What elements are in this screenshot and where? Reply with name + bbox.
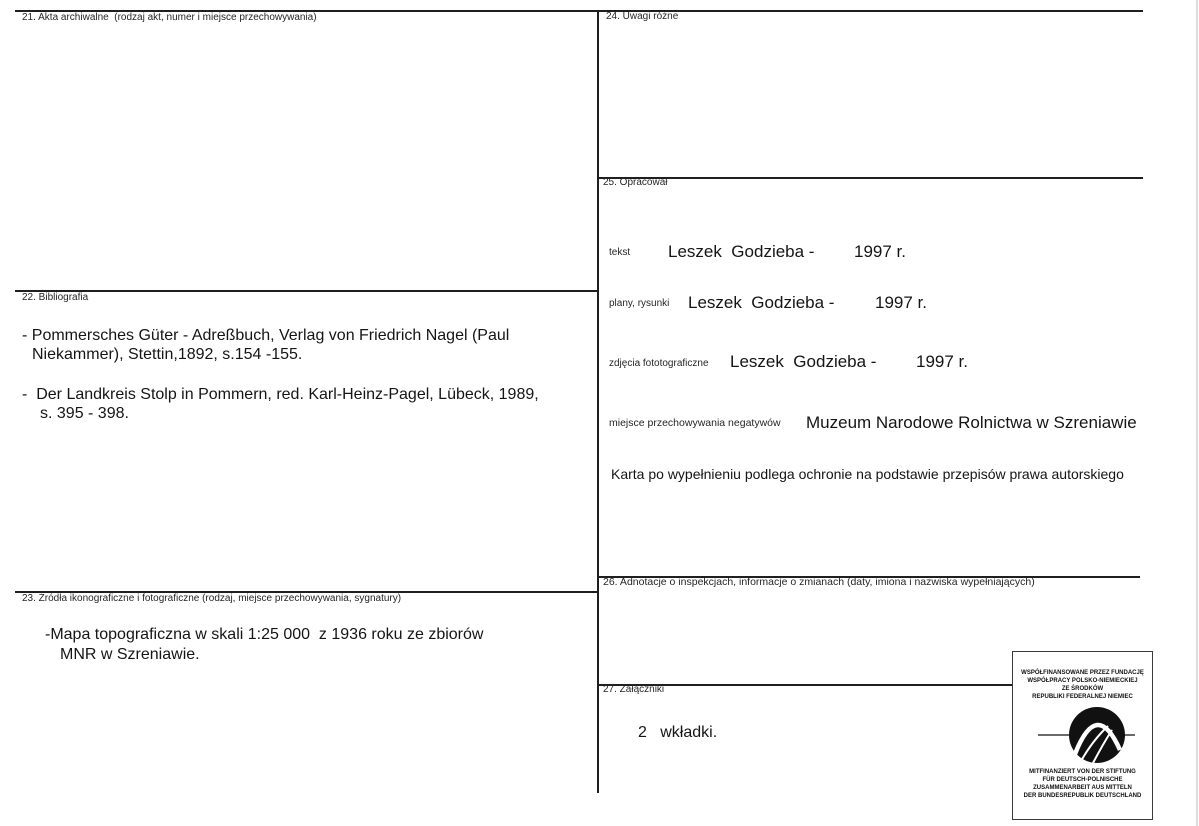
section-24-label: 24. Uwagi różne — [606, 11, 679, 22]
foundation-logo-icon — [1013, 704, 1152, 766]
negatives-storage-value: Muzeum Narodowe Rolnictwa w Szreniawie — [806, 413, 1137, 432]
author-year: 1997 r. — [875, 293, 927, 312]
stamp-line: WSPÓŁPRACY POLSKO-NIEMIECKIEJ — [1027, 678, 1138, 684]
stamp-line: REPUBLIKI FEDERALNEJ NIEMIEC — [1032, 694, 1133, 700]
section-26-label: 26. Adnotacje o inspekcjach, informacje o zmianach (daty, imiona i nazwiska wypełniających) — [603, 576, 1035, 588]
section-23-label: 23. Źródła ikonograficzne i fotograficzne (rodzaj, miejsce przechowywania, sygnatury) — [22, 593, 402, 604]
stamp-line: DER BUNDESREPUBLIK DEUTSCHLAND — [1023, 793, 1142, 799]
stamp-line: ZE ŚRODKÓW — [1061, 686, 1104, 692]
negatives-storage-label: miejsce przechowywania negatywów — [609, 417, 781, 429]
author-row-label: plany, rysunki — [609, 298, 670, 309]
author-name: Leszek Godzieba - — [668, 242, 815, 261]
iconographic-source-line-1: -Mapa topograficzna w skali 1:25 000 z 1936 roku ze zbiorów — [45, 626, 484, 643]
bibliography-entry-1-line-1: - Pommersches Güter - Adreßbuch, Verlag von Friedrich Nagel (Paul — [22, 327, 510, 344]
section-27-label: 27. Załączniki — [603, 684, 665, 695]
section-21-label: 21. Akta archiwalne (rodzaj akt, numer i miejsce przechowywania) — [22, 12, 317, 23]
stamp-line: FÜR DEUTSCH-POLNISCHE — [1042, 777, 1123, 783]
author-row-label: zdjęcia fototograficzne — [609, 358, 709, 369]
iconographic-source-line-2: MNR w Szreniawie. — [60, 646, 200, 663]
author-year: 1997 r. — [854, 242, 906, 261]
stamp-polish-text — [1013, 669, 1152, 701]
rule-before-section-22 — [15, 290, 598, 292]
attachments-value: 2 wkładki. — [638, 724, 718, 741]
author-row-label: tekst — [609, 247, 631, 258]
stamp-german-text — [1013, 768, 1152, 800]
section-25-label: 25. Opracował — [603, 177, 668, 188]
bibliography-entry-1-line-2: Niekammer), Stettin,1892, s.154 -155. — [32, 346, 303, 363]
section-22-label: 22. Bibliografia — [22, 292, 89, 303]
copyright-note: Karta po wypełnieniu podlega ochronie na podstawie przepisów prawa autorskiego — [611, 466, 1124, 482]
foundation-stamp — [1012, 651, 1153, 820]
author-year: 1997 r. — [916, 352, 968, 371]
stamp-line: MITFINANZIERT VON DER STIFTUNG — [1029, 769, 1136, 775]
stamp-line: WSPÓŁFINANSOWANE PRZEZ FUNDACJĘ — [1021, 670, 1144, 676]
bibliography-entry-2-line-1: - Der Landkreis Stolp in Pommern, red. Karl-Heinz-Pagel, Lübeck, 1989, — [22, 386, 539, 403]
author-name: Leszek Godzieba - — [688, 293, 835, 312]
bibliography-entry-2-line-2: s. 395 - 398. — [40, 405, 129, 422]
rule-before-section-25 — [597, 177, 1143, 179]
scan-edge — [1196, 0, 1198, 826]
author-name: Leszek Godzieba - — [730, 352, 877, 371]
stamp-line: ZUSAMMENARBEIT AUS MITTELN — [1033, 785, 1132, 791]
column-divider — [597, 10, 599, 793]
